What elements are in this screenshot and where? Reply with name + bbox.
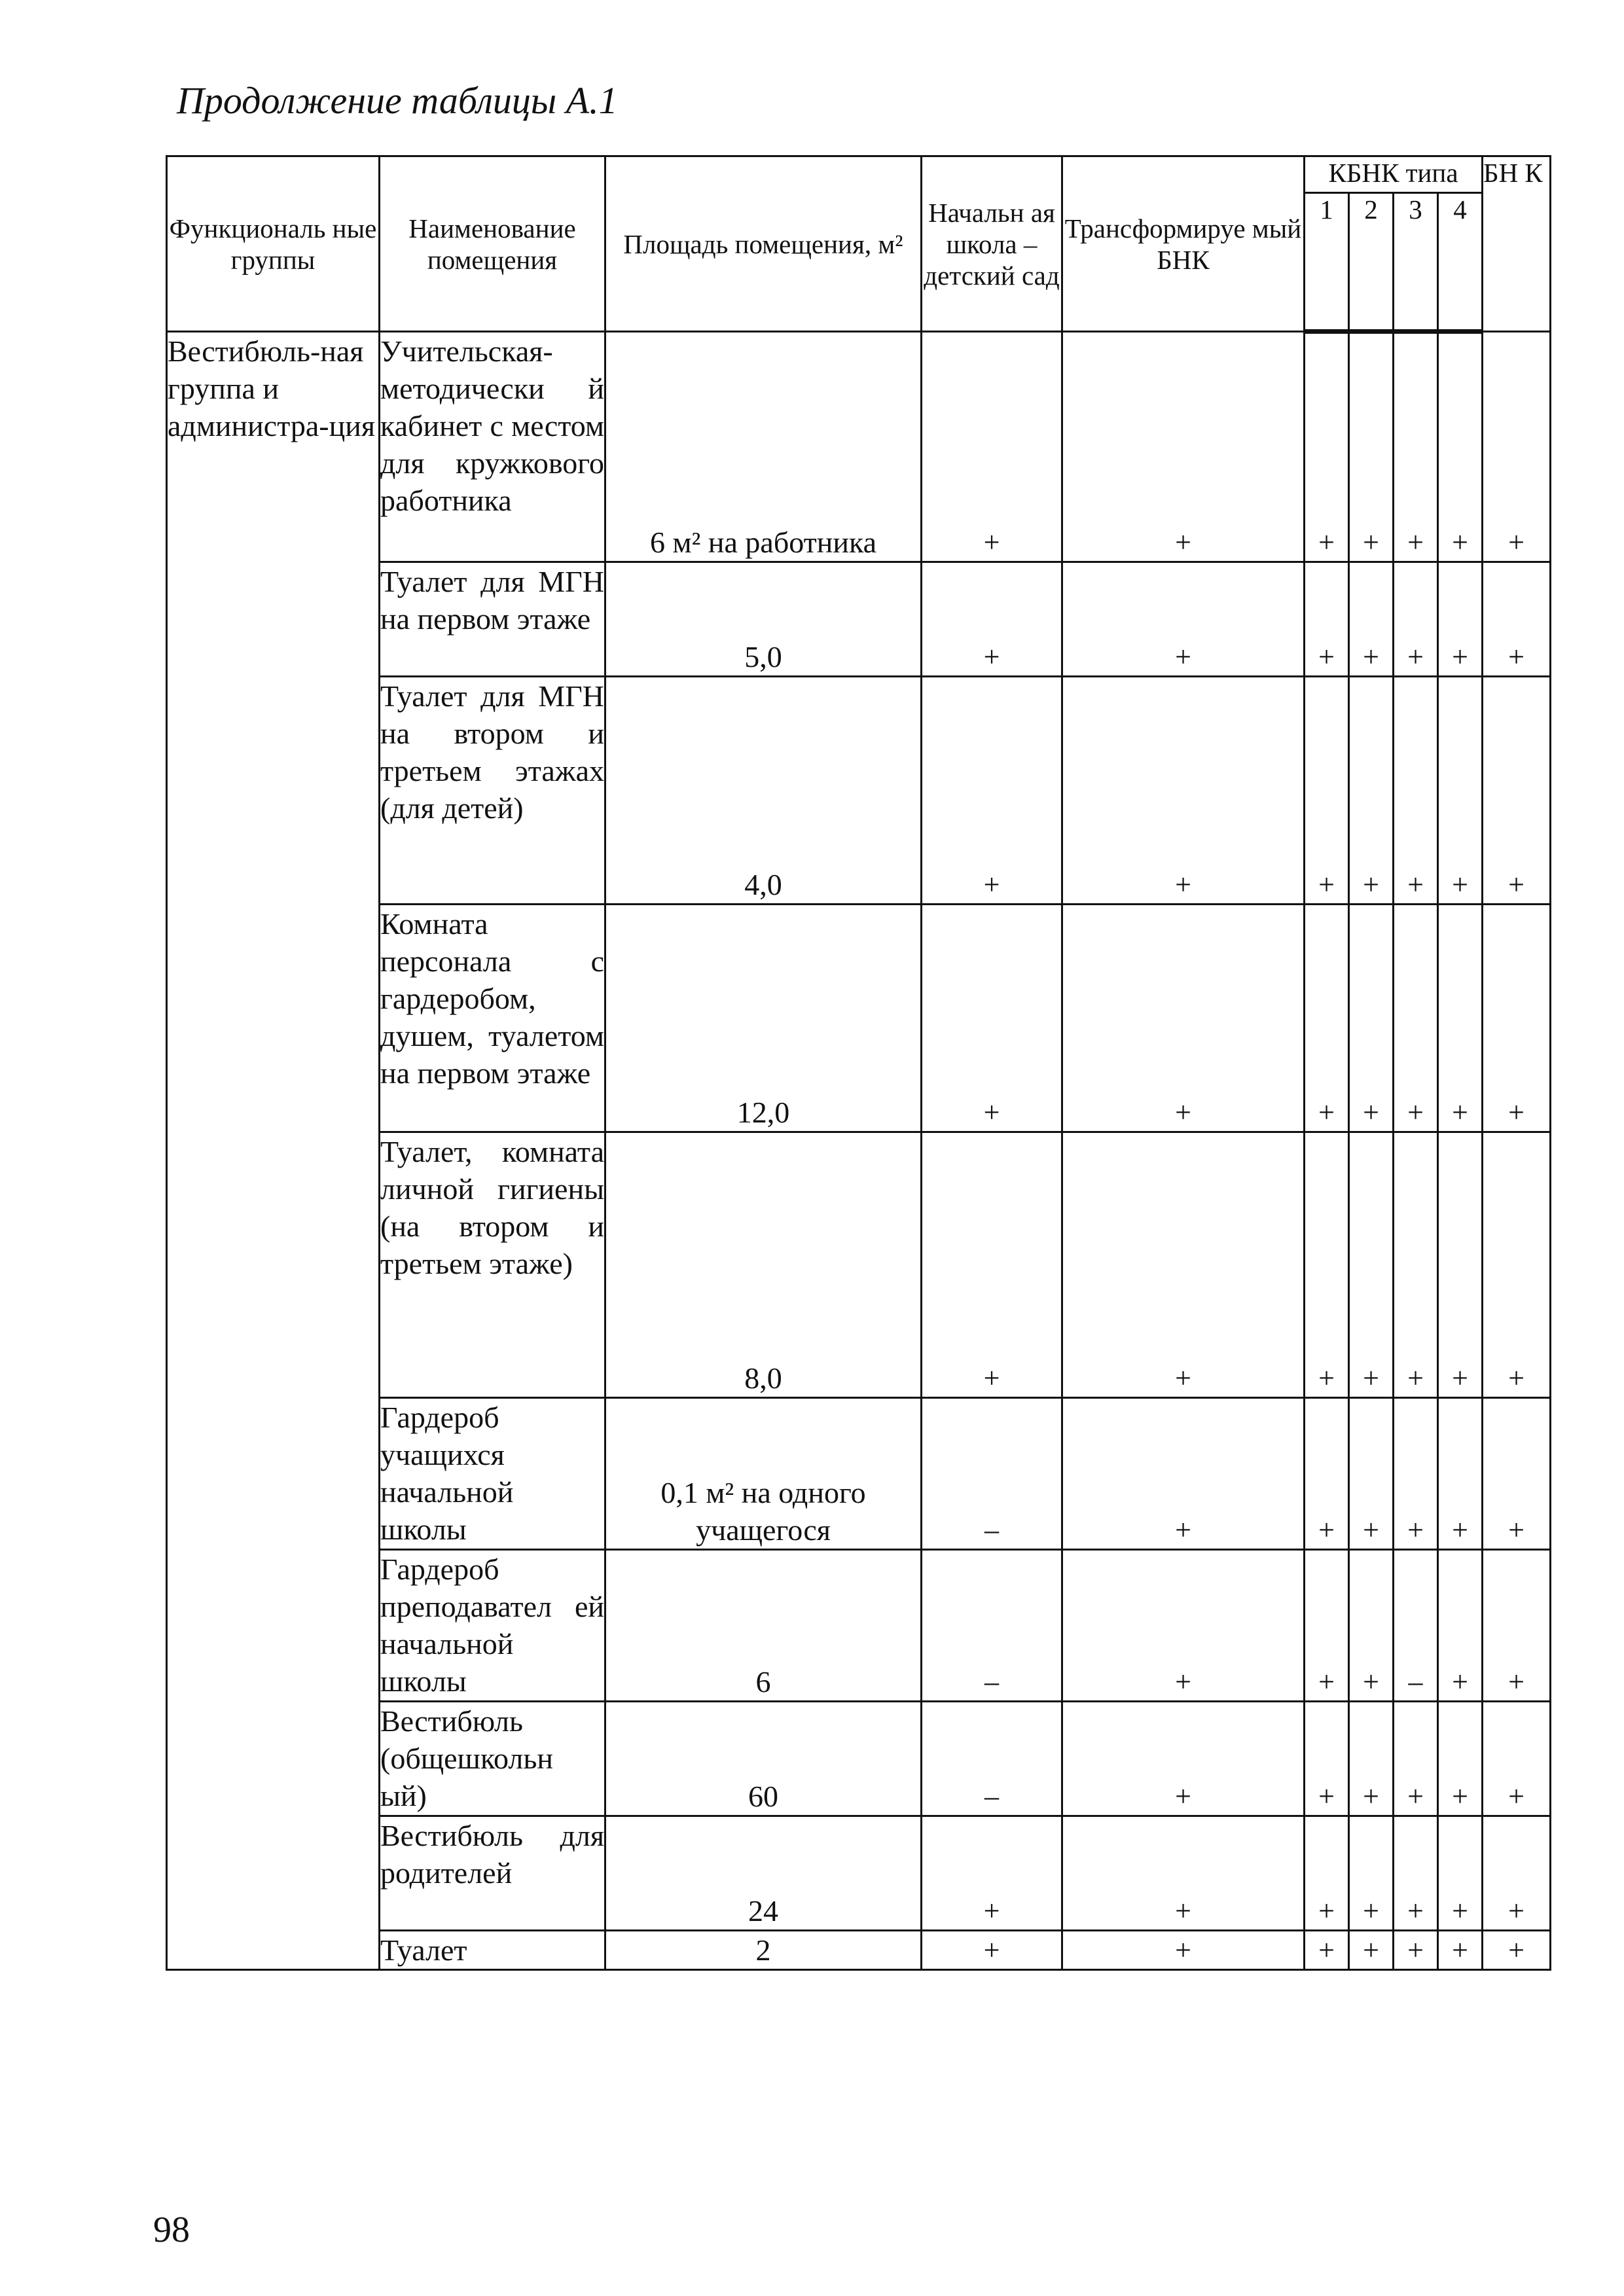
room-name: Туалет для МГН на втором и третьем этажах (для детей) <box>380 677 605 905</box>
value-kbnk-2: + <box>1349 1931 1394 1970</box>
value-kbnk-4: + <box>1438 562 1483 677</box>
value-kbnk-3: + <box>1394 1702 1438 1816</box>
value-kbnk-1: + <box>1305 1132 1349 1398</box>
header-kbnk-type: КБНК типа <box>1305 156 1483 193</box>
room-name: Вестибюль (общешкольн ый) <box>380 1702 605 1816</box>
room-name: Вестибюль для родителей <box>380 1816 605 1931</box>
value-kbnk-3: + <box>1394 562 1438 677</box>
value-kbnk-1: + <box>1305 1398 1349 1550</box>
header-room-name: Наименование помещения <box>380 156 605 332</box>
value-transformable: + <box>1062 332 1305 562</box>
value-primary-school: + <box>922 1132 1062 1398</box>
value-kbnk-1: + <box>1305 677 1349 905</box>
value-kbnk-4: + <box>1438 332 1483 562</box>
room-area: 2 <box>605 1931 922 1970</box>
header-kbnk-4: 4 <box>1438 193 1483 332</box>
room-area: 0,1 м² на одного учащегося <box>605 1398 922 1550</box>
value-kbnk-1: + <box>1305 1550 1349 1702</box>
value-transformable: + <box>1062 1132 1305 1398</box>
value-kbnk-2: + <box>1349 562 1394 677</box>
rooms-table <box>166 155 1551 1971</box>
value-kbnk-1: + <box>1305 1702 1349 1816</box>
room-name: Гардероб учащихся начальной школы <box>380 1398 605 1550</box>
value-kbnk-3: + <box>1394 1816 1438 1931</box>
value-primary-school: + <box>922 332 1062 562</box>
value-kbnk-4: + <box>1438 1132 1483 1398</box>
value-kbnk-4: + <box>1438 905 1483 1132</box>
room-area: 5,0 <box>605 562 922 677</box>
room-area: 8,0 <box>605 1132 922 1398</box>
room-area: 24 <box>605 1816 922 1931</box>
value-kbnk-2: + <box>1349 1550 1394 1702</box>
room-name: Туалет <box>380 1931 605 1970</box>
value-bnk: + <box>1483 905 1551 1132</box>
value-transformable: + <box>1062 1702 1305 1816</box>
header-kbnk-2: 2 <box>1349 193 1394 332</box>
value-kbnk-3: + <box>1394 677 1438 905</box>
value-primary-school: + <box>922 1816 1062 1931</box>
value-kbnk-3: + <box>1394 905 1438 1132</box>
value-bnk: + <box>1483 1550 1551 1702</box>
room-name: Комната персонала с гардеробом, душем, туалетом на первом этаже <box>380 905 605 1132</box>
value-bnk: + <box>1483 677 1551 905</box>
room-area: 12,0 <box>605 905 922 1132</box>
value-transformable: + <box>1062 1550 1305 1702</box>
room-name: Туалет, комната личной гигиены (на втором и третьем этаже) <box>380 1132 605 1398</box>
value-transformable: + <box>1062 1816 1305 1931</box>
value-primary-school: – <box>922 1398 1062 1550</box>
value-kbnk-4: + <box>1438 677 1483 905</box>
value-primary-school: – <box>922 1702 1062 1816</box>
value-bnk: + <box>1483 1702 1551 1816</box>
value-kbnk-2: + <box>1349 677 1394 905</box>
value-kbnk-2: + <box>1349 332 1394 562</box>
value-kbnk-4: + <box>1438 1931 1483 1970</box>
value-kbnk-2: + <box>1349 905 1394 1132</box>
value-kbnk-2: + <box>1349 1816 1394 1931</box>
table-caption: Продолжение таблицы А.1 <box>177 79 618 122</box>
header-area: Площадь помещения, м² <box>605 156 922 332</box>
value-primary-school: + <box>922 562 1062 677</box>
value-bnk: + <box>1483 1931 1551 1970</box>
header-bnk: БН К <box>1483 156 1551 332</box>
header-primary-school: Начальн ая школа – детский сад <box>922 156 1062 332</box>
value-bnk: + <box>1483 1398 1551 1550</box>
value-primary-school: + <box>922 1931 1062 1970</box>
header-kbnk-1: 1 <box>1305 193 1349 332</box>
header-transformable: Трансформируе мый БНК <box>1062 156 1305 332</box>
room-area: 60 <box>605 1702 922 1816</box>
value-kbnk-3: + <box>1394 1398 1438 1550</box>
value-kbnk-1: + <box>1305 1816 1349 1931</box>
value-transformable: + <box>1062 905 1305 1132</box>
value-kbnk-1: + <box>1305 905 1349 1132</box>
value-bnk: + <box>1483 562 1551 677</box>
value-bnk: + <box>1483 1132 1551 1398</box>
value-kbnk-2: + <box>1349 1132 1394 1398</box>
value-transformable: + <box>1062 1931 1305 1970</box>
room-name: Гардероб преподавател ей начальной школы <box>380 1550 605 1702</box>
value-kbnk-4: + <box>1438 1398 1483 1550</box>
room-name: Туалет для МГН на первом этаже <box>380 562 605 677</box>
value-transformable: + <box>1062 677 1305 905</box>
value-kbnk-1: + <box>1305 1931 1349 1970</box>
value-primary-school: – <box>922 1550 1062 1702</box>
value-kbnk-4: + <box>1438 1702 1483 1816</box>
value-primary-school: + <box>922 677 1062 905</box>
value-kbnk-2: + <box>1349 1398 1394 1550</box>
value-transformable: + <box>1062 562 1305 677</box>
value-kbnk-3: + <box>1394 1132 1438 1398</box>
value-bnk: + <box>1483 1816 1551 1931</box>
value-kbnk-2: + <box>1349 1702 1394 1816</box>
value-bnk: + <box>1483 332 1551 562</box>
functional-group-cell: Вестибюль-ная группа и администра-ция <box>167 332 380 1970</box>
value-kbnk-3: – <box>1394 1550 1438 1702</box>
header-kbnk-3: 3 <box>1394 193 1438 332</box>
value-transformable: + <box>1062 1398 1305 1550</box>
room-area: 4,0 <box>605 677 922 905</box>
page-number: 98 <box>153 2210 190 2250</box>
value-primary-school: + <box>922 905 1062 1132</box>
value-kbnk-1: + <box>1305 562 1349 677</box>
value-kbnk-1: + <box>1305 332 1349 562</box>
room-area: 6 <box>605 1550 922 1702</box>
value-kbnk-3: + <box>1394 332 1438 562</box>
value-kbnk-4: + <box>1438 1550 1483 1702</box>
room-area: 6 м² на работника <box>605 332 922 562</box>
header-functional-group: Функциональ ные группы <box>167 156 380 332</box>
room-name: Учительская-методически й кабинет с местом для кружкового работника <box>380 332 605 562</box>
value-kbnk-3: + <box>1394 1931 1438 1970</box>
value-kbnk-4: + <box>1438 1816 1483 1931</box>
